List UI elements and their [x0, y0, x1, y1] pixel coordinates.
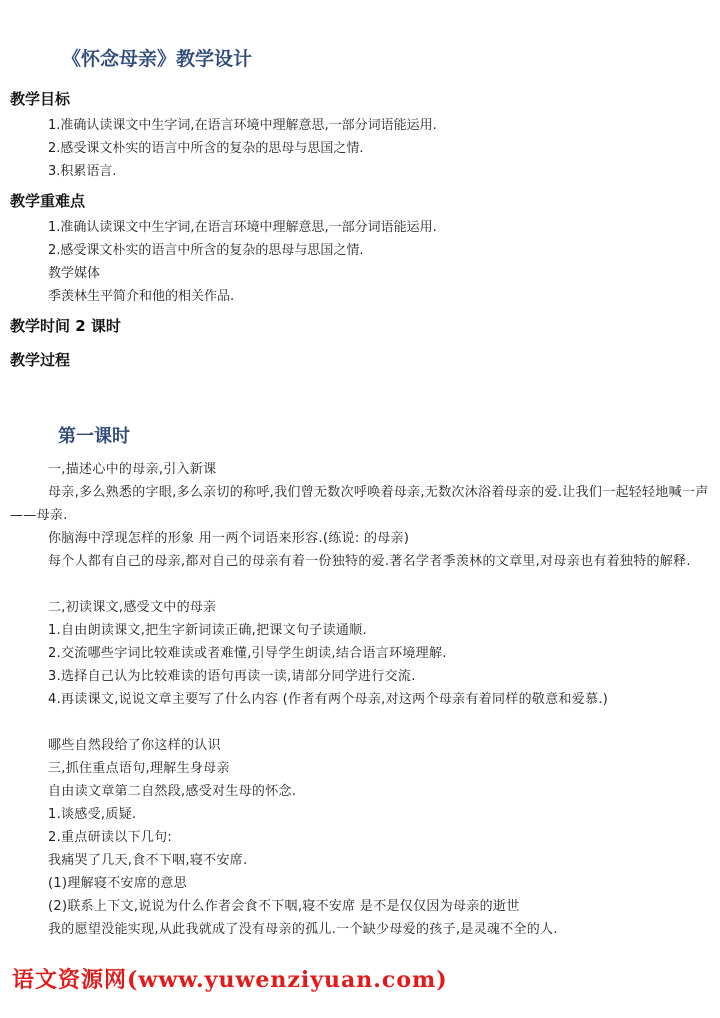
lesson-paragraph: 3.选择自己认为比较难读的语句再读一读,请部分同学进行交流. [48, 669, 416, 684]
key-point-item: 2.感受课文朴实的语言中所含的复杂的思母与思国之情. [48, 243, 364, 258]
goal-item: 2.感受课文朴实的语言中所含的复杂的思母与思国之情. [48, 141, 364, 156]
section-heading-goals: 教学目标 [10, 90, 71, 108]
document-title: 《怀念母亲》教学设计 [62, 48, 253, 70]
lesson-paragraph: 哪些自然段给了你这样的认识 [48, 738, 221, 753]
lesson-paragraph: 你脑海中浮现怎样的形象 用一两个词语来形容.(练说: 的母亲) [48, 531, 410, 546]
lesson-paragraph: 2.交流哪些字词比较难读或者难懂,引导学生朗读,结合语言环境理解. [48, 646, 447, 661]
lesson-paragraph: 我的愿望没能实现,从此我就成了没有母亲的孤儿.一个缺少母爱的孩子,是灵魂不全的人. [48, 922, 558, 937]
lesson-paragraph: 三,抓住重点语句,理解生身母亲 [48, 761, 230, 776]
lesson-paragraph: 二,初读课文,感受文中的母亲 [48, 600, 217, 615]
lesson-paragraph: 4.再读课文,说说文章主要写了什么内容 (作者有两个母亲,对这两个母亲有着同样的敬意和爱慕.) [48, 692, 609, 707]
goal-item: 1.准确认读课文中生字词,在语言环境中理解意思,一部分词语能运用. [48, 118, 437, 133]
lesson-paragraph: 每个人都有自己的母亲,都对自己的母亲有着一份独特的爱.著名学者季羡林的文章里,对母亲也有着独特的解释. [48, 554, 691, 569]
media-label: 教学媒体 [48, 266, 101, 281]
lesson-paragraph: 1.谈感受,质疑. [48, 807, 137, 822]
key-point-item: 1.准确认读课文中生字词,在语言环境中理解意思,一部分词语能运用. [48, 220, 437, 235]
lesson-paragraph: 我痛哭了几天,食不下咽,寝不安席. [48, 853, 248, 868]
lesson-paragraph: 一,描述心中的母亲,引入新课 [48, 462, 217, 477]
lesson-paragraph: 1.自由朗读课文,把生字新词读正确,把课文句子读通顺. [48, 623, 367, 638]
lesson-paragraph: (2)联系上下文,说说为什么作者会食不下咽,寝不安席 是不是仅仅因为母亲的逝世 [48, 899, 520, 914]
footer-watermark: 语文资源网(www.yuwenziyuan.com) [12, 967, 448, 993]
lesson-heading: 第一课时 [58, 426, 130, 447]
section-heading-process: 教学过程 [10, 351, 71, 369]
section-heading-time: 教学时间 2 课时 [10, 317, 121, 335]
media-item: 季羡林生平简介和他的相关作品. [48, 289, 235, 304]
lesson-paragraph: (1)理解寝不安席的意思 [48, 876, 188, 891]
section-heading-key-points: 教学重难点 [10, 192, 86, 210]
goal-item: 3.积累语言. [48, 164, 117, 179]
lesson-paragraph: 2.重点研读以下几句: [48, 830, 173, 845]
lesson-paragraph: 母亲,多么熟悉的字眼,多么亲切的称呼,我们曾无数次呼唤着母亲,无数次沐浴着母亲的爱.让我们一起轻轻地喊一声——母亲. [10, 485, 709, 523]
lesson-paragraph: 自由读文章第二自然段,感受对生母的怀念. [48, 784, 297, 799]
